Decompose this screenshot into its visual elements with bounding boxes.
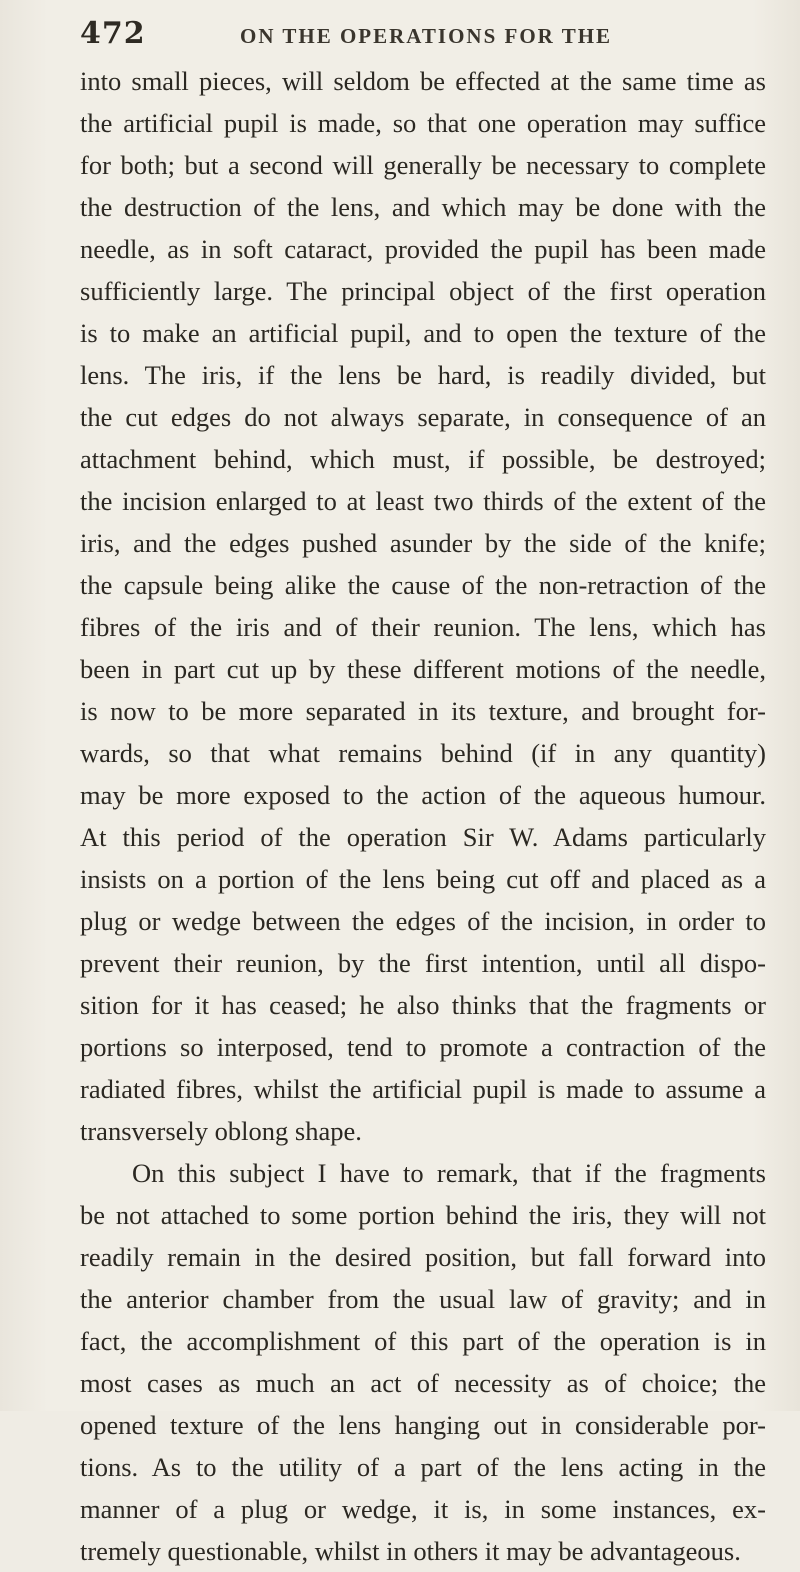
paragraph-start-line: On this subject I have to remark, that if the fragments bbox=[132, 1158, 766, 1188]
text-line: sufficiently large. The principal object of the first operation bbox=[80, 276, 766, 306]
text-line: wards, so that what remains behind (if in any quantity) bbox=[80, 738, 766, 768]
page-number: 472 bbox=[80, 16, 146, 51]
text-line: the incision enlarged to at least two thirds of the extent of the bbox=[80, 486, 766, 516]
text-line: be not attached to some portion behind the iris, they will not bbox=[80, 1200, 766, 1230]
text-line: fibres of the iris and of their reunion. The lens, which has bbox=[80, 612, 766, 642]
text-line: most cases as much an act of necessity as of choice; the bbox=[80, 1368, 766, 1398]
text-line: into small pieces, will seldom be effected at the same time as bbox=[80, 66, 766, 96]
text-line: prevent their reunion, by the first intention, until all dispo- bbox=[80, 948, 766, 978]
text-line: radiated fibres, whilst the artificial pupil is made to assume a bbox=[80, 1074, 766, 1104]
text-line: attachment behind, which must, if possible, be destroyed; bbox=[80, 444, 766, 474]
text-line: for both; but a second will generally be necessary to complete bbox=[80, 150, 766, 180]
body-text bbox=[80, 60, 766, 1572]
text-line: the anterior chamber from the usual law of gravity; and in bbox=[80, 1284, 766, 1314]
text-line: the destruction of the lens, and which may be done with the bbox=[80, 192, 766, 222]
text-line: readily remain in the desired position, but fall forward into bbox=[80, 1242, 766, 1272]
text-line: sition for it has ceased; he also thinks that the fragments or bbox=[80, 990, 766, 1020]
running-head bbox=[80, 16, 660, 56]
text-line: insists on a portion of the lens being cut off and placed as a bbox=[80, 864, 766, 894]
text-line: opened texture of the lens hanging out in considerable por- bbox=[80, 1410, 766, 1440]
text-line: been in part cut up by these different motions of the needle, bbox=[80, 654, 766, 684]
text-line: fact, the accomplishment of this part of the operation is in bbox=[80, 1326, 766, 1356]
text-line: is now to be more separated in its texture, and brought for- bbox=[80, 696, 766, 726]
text-line: iris, and the edges pushed asunder by the side of the knife; bbox=[80, 528, 766, 558]
text-line: lens. The iris, if the lens be hard, is readily divided, but bbox=[80, 360, 766, 390]
running-title: ON THE OPERATIONS FOR THE bbox=[240, 24, 613, 48]
text-line: needle, as in soft cataract, provided the pupil has been made bbox=[80, 234, 766, 264]
text-line: portions so interposed, tend to promote a contraction of the bbox=[80, 1032, 766, 1062]
text-line: may be more exposed to the action of the aqueous humour. bbox=[80, 780, 766, 810]
text-line: the capsule being alike the cause of the non-retraction of the bbox=[80, 570, 766, 600]
paragraph-end-line: tremely questionable, whilst in others it may be advantageous. bbox=[80, 1536, 741, 1566]
text-line: At this period of the operation Sir W. Adams particularly bbox=[80, 822, 766, 852]
text-line: tions. As to the utility of a part of the lens acting in the bbox=[80, 1452, 766, 1482]
text-line: the cut edges do not always separate, in consequence of an bbox=[80, 402, 766, 432]
text-line: the artificial pupil is made, so that one operation may suffice bbox=[80, 108, 766, 138]
text-line: is to make an artificial pupil, and to open the texture of the bbox=[80, 318, 766, 348]
text-line: manner of a plug or wedge, it is, in some instances, ex- bbox=[80, 1494, 766, 1524]
text-line: plug or wedge between the edges of the incision, in order to bbox=[80, 906, 766, 936]
paragraph-end-line: transversely oblong shape. bbox=[80, 1116, 362, 1146]
